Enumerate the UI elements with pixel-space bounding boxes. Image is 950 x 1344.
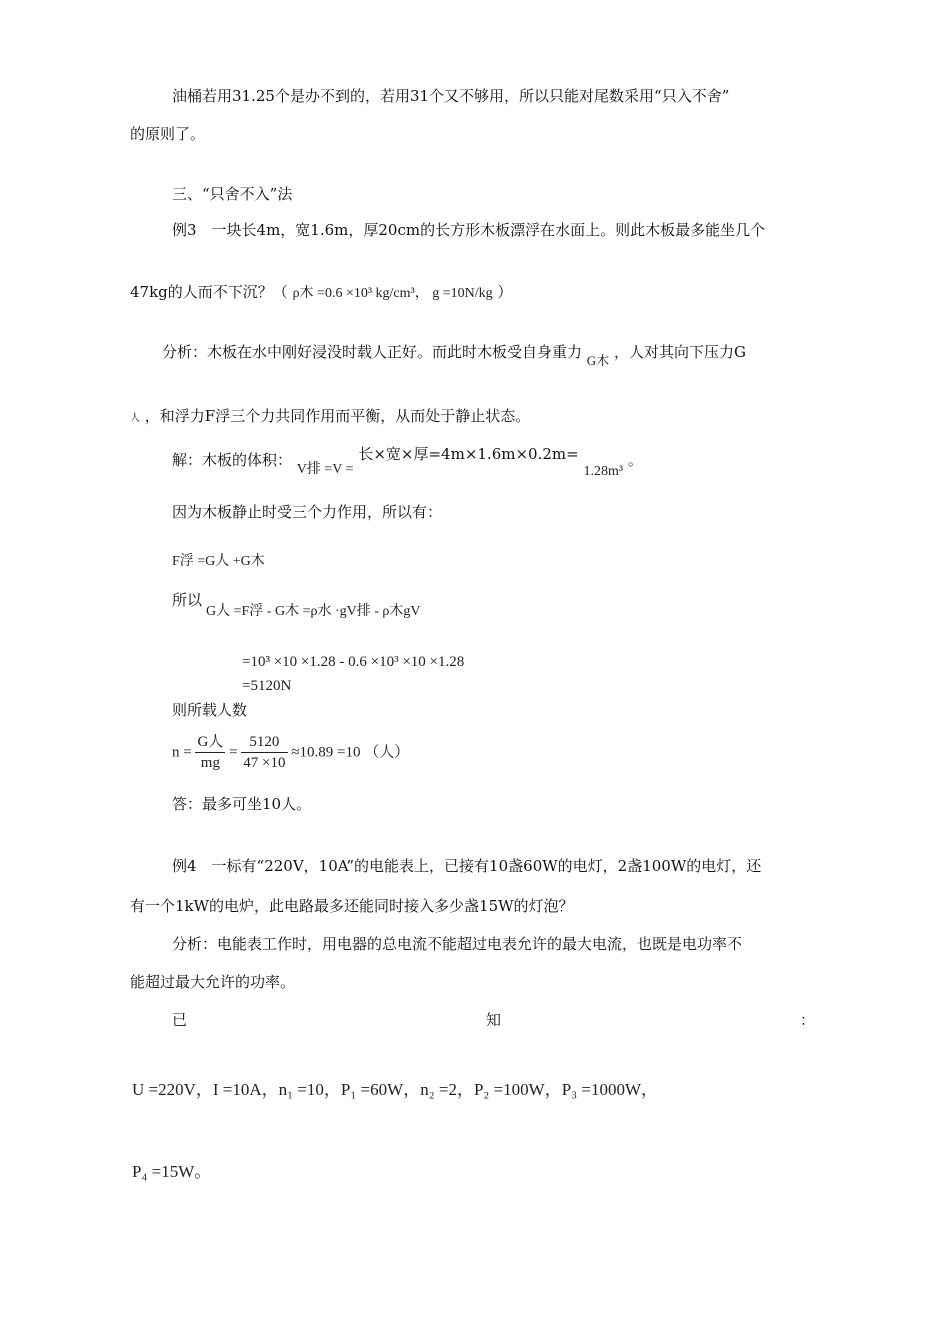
- fraction-numerator: 5120: [241, 732, 287, 753]
- example-4-question-cont: 有一个1kW的电炉，此电路最多还能同时接入多少盏15W的灯泡？: [130, 897, 574, 915]
- period: 。: [627, 451, 643, 469]
- fraction-denominator: mg: [200, 755, 220, 771]
- fraction-denominator: 47 ×10: [243, 755, 286, 771]
- example-3-question: 例3 一块长4m，宽1.6m，厚20cm的长方形木板漂浮在水面上。则此木板最多能坐几个: [172, 221, 766, 239]
- example-3-question-cont: [130, 282, 512, 304]
- fraction-numeric: [241, 732, 287, 773]
- solution-volume: [172, 444, 643, 482]
- answer-line: 答：最多可坐10人。: [172, 795, 312, 813]
- equation-person-weight: G人 =F浮 - G木 =ρ水 ·gV排 - ρ木gV: [206, 604, 421, 619]
- equation-balance: F浮 =G人 +G木: [172, 554, 265, 569]
- analysis-4-line-2: 能超过最大允许的功率。: [130, 973, 296, 991]
- volume-symbols: V排 =V =: [296, 462, 354, 477]
- analysis-text: 分析：木板在水中刚好浸没时载人正好。而此时木板受自身重力: [162, 343, 583, 361]
- equation-substitution: =10³ ×10 ×1.28 - 0.6 ×10³ ×10 ×1.28: [242, 654, 465, 670]
- equation-person-count: n = $\frac{\text{G人}}{mg}$ = $\frac{5120}{47 \times 10}$ ≈10.89 =10 （人）: [172, 734, 410, 771]
- count-result: ≈10.89 =10 （人）: [291, 744, 410, 761]
- given-values: U =220V，I =10A，n₁ =10，P₁ =60W，n₂ =2，P₂ =100W，P₃ =1000W，: [132, 1080, 658, 1099]
- known-label-colon: ：: [800, 1011, 816, 1029]
- paragraph-line: 油桶若用31.25个是办不到的，若用31个又不够用，所以只能对尾数采用“只入不舍”: [172, 87, 730, 105]
- subscript-person: 人: [130, 413, 140, 424]
- volume-result: 1.28m³: [583, 464, 624, 479]
- because-line: 因为木板静止时受三个力作用，所以有：: [172, 503, 443, 521]
- example-4-question: 例4 一标有“220V，10A”的电能表上，已接有10盏60W的电灯，2盏100W的电灯，还: [172, 857, 762, 875]
- known-label-1: 已: [172, 1011, 188, 1029]
- analysis-text-2: ，人对其向下压力G: [613, 343, 746, 361]
- count-label: 则所载人数: [172, 701, 248, 719]
- symbol-g-wood: G木: [586, 353, 610, 368]
- given-density-formula: ρ木 =0.6 ×10³ kg/cm³， g =10N/kg: [292, 286, 493, 301]
- close-paren: ）: [497, 283, 513, 301]
- equation-result: =5120N: [242, 678, 292, 694]
- so-label: 所以: [172, 591, 203, 609]
- solution-label: 解：木板的体积：: [172, 451, 293, 469]
- analysis-line-2: [130, 406, 530, 429]
- volume-expression: 长×宽×厚=4m×1.6m×0.2m=: [358, 445, 579, 463]
- paragraph-line: 的原则了。: [130, 125, 206, 143]
- question-text: 47kg的人而不下沉？（: [130, 283, 288, 301]
- section-heading: 三、“只舍不入”法: [172, 185, 293, 203]
- analysis-4-line: 分析：电能表工作时，用电器的总电流不能超过电表允许的最大电流，也既是电功率不: [172, 935, 743, 953]
- given-values-last: P₄ =15W。: [132, 1162, 212, 1181]
- known-label-2: 知: [486, 1011, 502, 1029]
- analysis-line: [162, 342, 746, 371]
- analysis-text-3: ，和浮力F浮三个力共同作用而平衡，从而处于静止状态。: [144, 407, 531, 425]
- n-equals: n =: [172, 744, 192, 761]
- fraction-numerator: G人: [195, 732, 225, 753]
- fraction-weight-over-mg: [195, 732, 225, 773]
